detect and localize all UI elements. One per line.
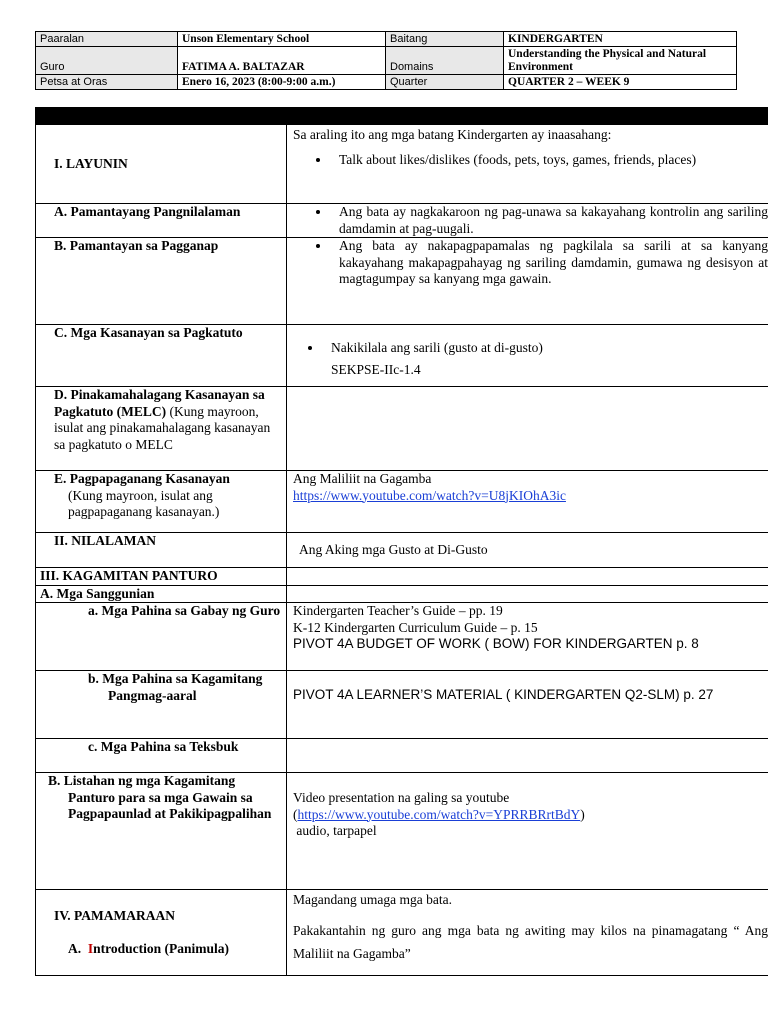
melc-label-bold: D. Pinakamahalagang Kasanayan sa Pagkatuto (MELC) [54,387,265,419]
pangnilalaman-bullet: • Ang bata ay nagkakaroon ng pag-unawa sa kakayahang kontrolin ang sariling damdamin at pag-uugali. [331,204,768,237]
listahan-paren-close: ) [580,806,585,822]
listahan-video-link[interactable]: https://www.youtube.com/watch?v=YPRRBRrtBdY [297,806,581,822]
domains-label: Domains [386,47,504,75]
teksbuk-label: c. Mga Pahina sa Teksbuk [88,739,239,754]
row-gabay [36,603,768,671]
nilalaman-label: II. NILALAMAN [36,533,287,568]
row-sanggunian [36,585,768,603]
row-pamamaraan [36,890,768,976]
grade-label: Baitang [386,32,504,47]
listahan-line1: Video presentation na galing sa youtube [293,790,510,805]
row-nilalaman [36,533,768,568]
listahan-label: B. Listahan ng mga Kagamitang Panturo para sa mga Gawain sa Pagpapaunlad at Pakikipagpalihan [48,773,272,821]
listahan-paren-open: ( [293,806,298,822]
row-pangmag-aaral [36,671,768,739]
quarter-label: Quarter [386,75,504,90]
date-label: Petsa at Oras [36,75,178,90]
gabay-line3: PIVOT 4A BUDGET OF WORK ( BOW) FOR KINDERGARTEN p. 8 [293,636,699,651]
gabay-line1: Kindergarten Teacher’s Guide – pp. 19 [293,603,503,618]
row-melc [36,387,768,471]
kasanayan-bullet: • Nakikilala ang sarili (gusto at di-gusto) [323,337,768,359]
pagpapaganang-label-bold: E. Pagpapaganang Kasanayan [54,471,230,486]
teacher-label: Guro [36,47,178,75]
pamamaraan-sub-rest: ntroduction (Panimula) [93,940,230,956]
sanggunian-label: A. Mga Sanggunian [36,585,287,603]
lesson-plan-table [35,107,768,976]
row-teksbuk [36,739,768,773]
teacher-value: FATIMA A. BALTAZAR [178,47,386,75]
pamamaraan-sub-red: I [87,940,94,956]
domains-value: Understanding the Physical and Natural Environment [504,47,737,75]
pagganap-bullet: • Ang bata ay nakapagpapamalas ng pagkilala sa sarili at sa kanyang kakayahang makapagpahayag ng sariling damdamin, gumawa ng desisyon at magtagumpay sa kanyang mga gawain. [331,238,768,288]
row-kasanayan [36,325,768,387]
gabay-line2: K-12 Kindergarten Curriculum Guide – p. 15 [293,619,538,635]
date-value: Enero 16, 2023 (8:00-9:00 a.m.) [178,75,386,90]
header-table [35,31,737,90]
teksbuk-value [287,739,768,773]
melc-label-rest: (Kung mayroon, isulat ang pinakamahalagang kasanayan sa pagkatuto o MELC [54,403,271,452]
kasanayan-label: C. Mga Kasanayan sa Pagkatuto [36,325,287,387]
pamamaraan-label: IV. PAMAMARAAN [54,908,175,923]
pamamaraan-line1: Magandang umaga mga bata. [293,892,452,907]
listahan-line3: audio, tarpapel [293,823,377,838]
pagpapaganang-title: Ang Maliliit na Gagamba [293,471,432,486]
melc-value [287,387,768,471]
kagamitan-label: III. KAGAMITAN PANTURO [36,568,287,586]
kasanayan-code: SEKPSE-IIc-1.4 [331,362,421,377]
grade-value: KINDERGARTEN [504,32,737,47]
pangmag-aaral-label: b. Mga Pahina sa Kagamitang Pangmag-aaral [88,671,263,703]
row-listahan [36,773,768,890]
row-pangnilalaman [36,204,768,238]
black-header-bar [36,108,768,125]
nilalaman-value: Ang Aking mga Gusto at Di-Gusto [287,533,768,568]
pangnilalaman-label: A. Pamantayang Pangnilalaman [36,204,287,238]
row-pagpapaganang [36,471,768,533]
pangmag-aaral-value: PIVOT 4A LEARNER’S MATERIAL ( KINDERGARTEN Q2-SLM) p. 27 [293,687,714,702]
row-pagganap [36,238,768,325]
pagpapaganang-video-link[interactable]: https://www.youtube.com/watch?v=U8jKIOhA3ic [293,487,566,503]
school-value: Unson Elementary School [178,32,386,47]
pagganap-label: B. Pamantayan sa Pagganap [36,238,287,325]
layunin-label: I. LAYUNIN [36,125,287,204]
row-kagamitan [36,568,768,586]
pamamaraan-line2: Pakakantahin ng guro ang mga bata ng awiting may kilos na pinamagatang “ Ang Maliliit na Gagamba” [293,922,768,961]
pamamaraan-sub-prefix: A. [68,940,88,956]
school-label: Paaralan [36,32,178,47]
layunin-bullet: • Talk about likes/dislikes (foods, pets, toys, games, friends, places) [331,152,768,169]
pagpapaganang-label-rest: (Kung mayroon, isulat ang pagpapaganang kasanayan.) [68,487,220,519]
gabay-label: a. Mga Pahina sa Gabay ng Guro [88,603,281,618]
layunin-intro: Sa araling ito ang mga batang Kindergarten ay inaasahang: [293,127,612,142]
row-layunin [36,125,768,204]
quarter-value: QUARTER 2 – WEEK 9 [504,75,737,90]
